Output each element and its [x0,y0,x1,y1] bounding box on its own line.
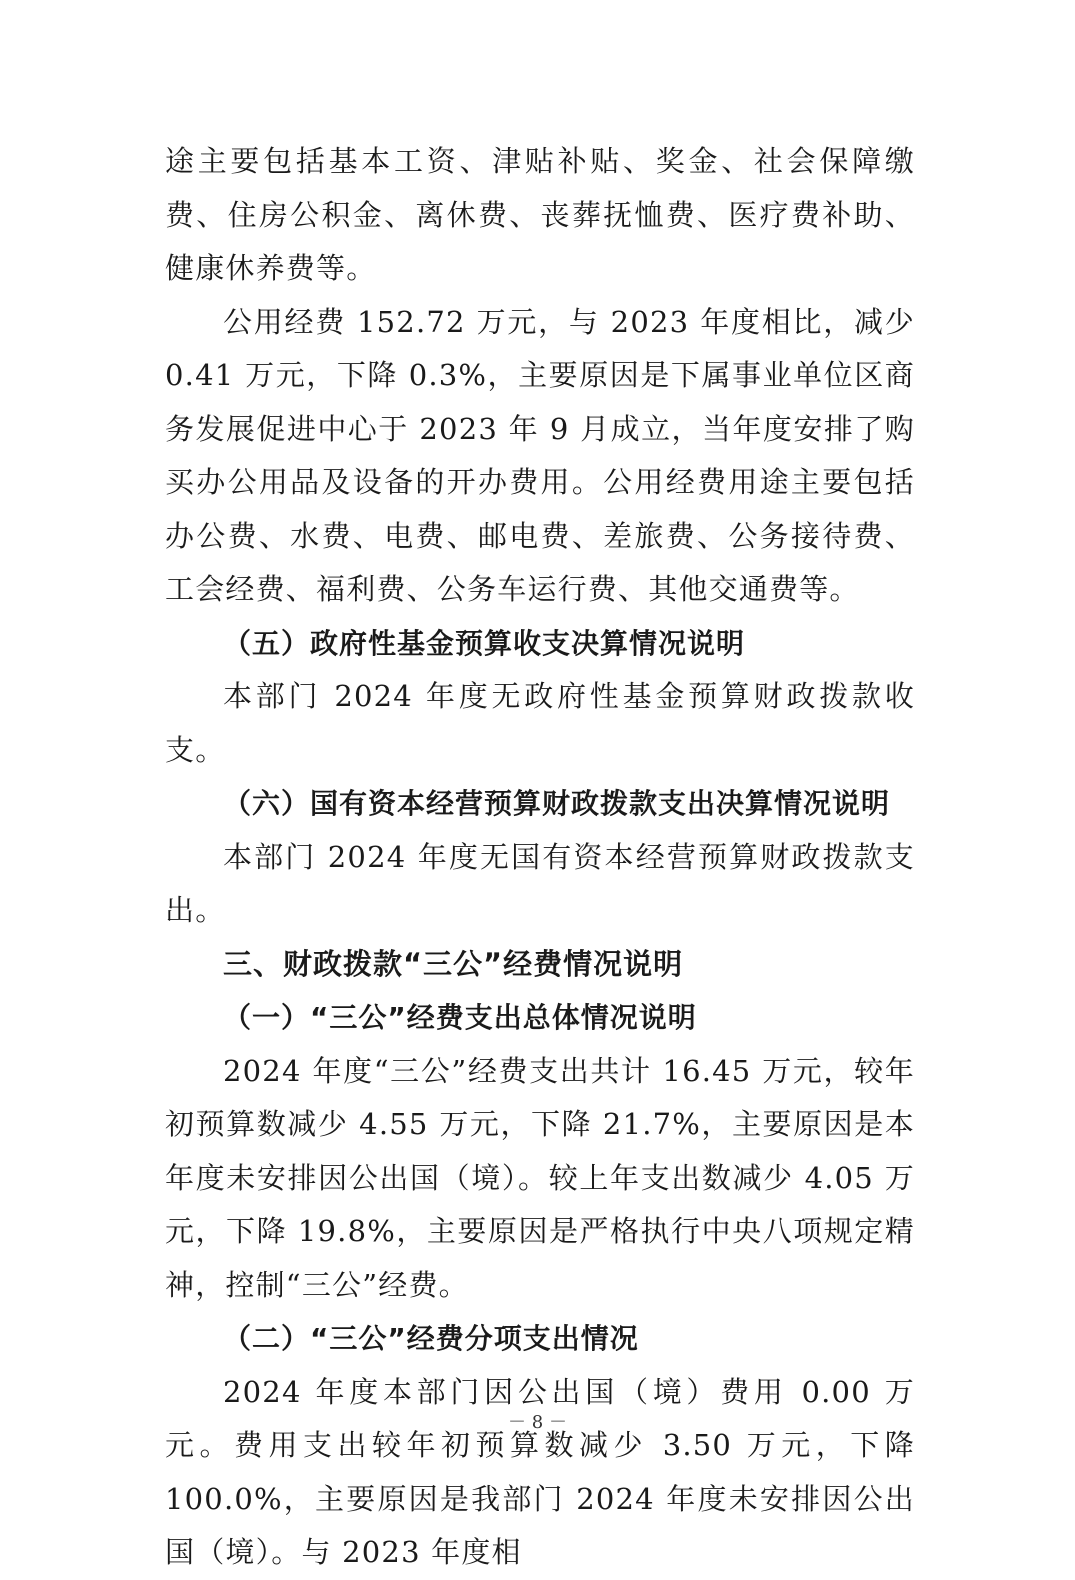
heading-three-public-itemized: （二）“三公”经费分项支出情况 [223,1322,639,1355]
paragraph-personnel-expense-usage: 途主要包括基本工资、津贴补贴、奖金、社会保障缴费、住房公积金、离休费、丧葬抚恤费、医疗费补助、健康休养费等。 [165,144,915,285]
heading-three-public-overall: （一）“三公”经费支出总体情况说明 [223,1001,697,1034]
heading-government-fund-budget: （五）政府性基金预算收支决算情况说明 [223,626,746,660]
heading-three-public-expenses: 三、财政拨款“三公”经费情况说明 [223,946,684,981]
page-number: － 8 － [508,1412,567,1433]
paragraph-three-public-overall: 2024 年度“三公”经费支出共计 16.45 万元，较年初预算数减少 4.55 万元，下降 21.7%，主要原因是本年度未安排因公出国（境）。较上年支出数减少 4.05 万元，下降 19.8%，主要原因是严格执行中央八项规定精神，控制“三公”经费。 [165,1053,915,1302]
document-body [165,135,915,1580]
paragraph-overseas-travel-expense: 2024 年度本部门因公出国（境）费用 0.00 万元。费用支出较年初预算数减少 3.50 万元，下降 100.0%，主要原因是我部门 2024 年度未安排因公出国（境）。与 2023 年度相 [165,1374,915,1569]
paragraph-state-capital-budget: 本部门 2024 年度无国有资本经营预算财政拨款支出。 [165,839,915,927]
heading-state-capital-budget: （六）国有资本经营预算财政拨款支出决算情况说明 [223,787,891,820]
paragraph-public-expense: 公用经费 152.72 万元，与 2023 年度相比，减少 0.41 万元，下降 0.3%，主要原因是下属事业单位区商务发展促进中心于 2023 年 9 月成立，当年度安排了购买办公用品及设备的开办费用。公用经费用途主要包括办公费、水费、电费、邮电费、差旅费、公务接待费、工会经费、福利费、公务车运行费、其他交通费等。 [165,304,915,606]
paragraph-government-fund-budget: 本部门 2024 年度无政府性基金预算财政拨款收支。 [165,679,915,767]
